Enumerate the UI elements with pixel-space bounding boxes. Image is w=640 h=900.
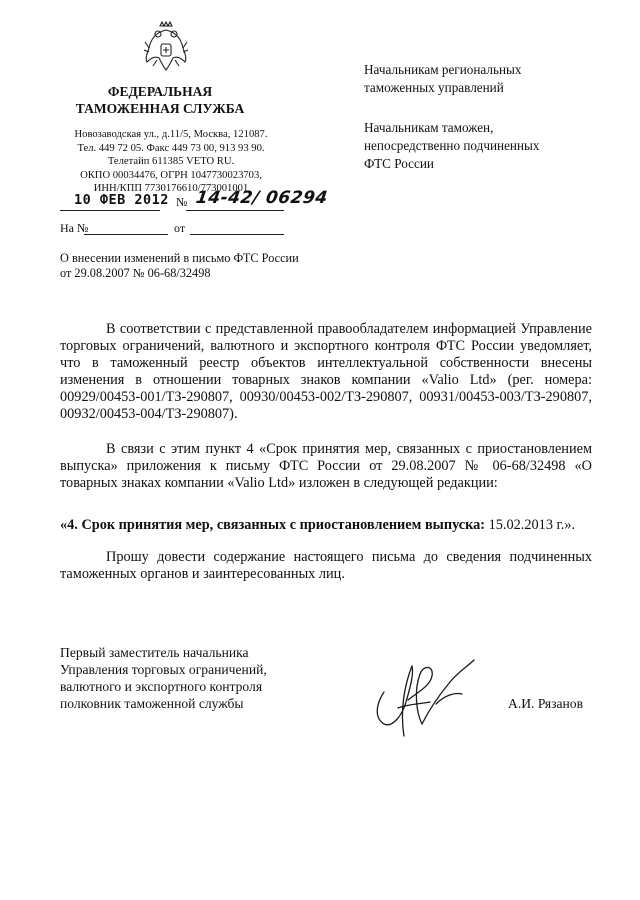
reference-number-label: На № <box>60 221 89 235</box>
amended-clause-heading: «4. Срок принятия мер, связанных с приостановлением выпуска: <box>60 517 486 533</box>
address-line: Телетайп 611385 VETO RU. <box>107 156 235 167</box>
address-line: ИНН/КПП 7730176610/773001001 <box>93 183 249 194</box>
signatory-title-line: полковник таможенной службы <box>60 696 244 711</box>
reference-date-blank <box>190 234 284 235</box>
addressee-line: непосредственно подчиненных <box>364 138 540 153</box>
address-line: Новозаводская ул., д.11/5, Москва, 121087. <box>74 129 268 140</box>
org-name-line1: ФЕДЕРАЛЬНАЯ <box>107 84 213 99</box>
letter-subject: О внесении изменений в письмо ФТС России от 29.08.2007 № 06-68/32498 <box>60 251 299 280</box>
registration-date-stamp: 10 ФЕВ 2012 <box>74 192 169 208</box>
addressee-line: Начальникам таможен, <box>364 120 494 135</box>
body-paragraph: В связи с этим пункт 4 «Срок принятия мер, связанных с приостановлением выпуска» приложения к письму ФТС России от 29.08.2007 № 06-68/32498 «О товарных знаках компании «Valio Ltd» изложен в следующей редакции: <box>60 441 592 491</box>
reference-date-label: от <box>174 221 186 235</box>
registration-number-underline <box>186 210 284 211</box>
addressee-line: таможенных управлений <box>364 80 504 95</box>
body-paragraph: В соответствии с представленной правообладателем информацией Управление торговых ограничений, валютного и экспортного контроля ФТС России уведомляет, что в таможенный реестр объектов интеллектуальной собственности внесены изменения в отношении товарных знаков компании «Valio Ltd» (рег. номера: 00929/00453-001/ТЗ-290807, 00930/00453-002/ТЗ-290807, 00931/00453-003/ТЗ-290807, 00932/00453-004/ТЗ-290807). <box>60 321 592 422</box>
signatory-title-line: Первый заместитель начальника <box>60 645 249 660</box>
number-label: № <box>176 195 188 209</box>
org-name-line2: ТАМОЖЕННАЯ СЛУЖБА <box>75 101 245 116</box>
addressee-line: ФТС России <box>364 156 434 171</box>
body-paragraph: Прошу довести содержание настоящего письма до сведения подчиненных таможенных органов и заинтересованных лиц. <box>60 549 592 582</box>
amended-clause <box>60 517 592 534</box>
address-line: ОКПО 00034476, ОГРН 1047730023703, <box>80 169 262 181</box>
address-line: Тел. 449 72 05. Факс 449 73 00, 913 93 90. <box>77 142 265 154</box>
reference-number-blank <box>84 234 168 235</box>
signatory-title-line: Управления торговых ограничений, <box>60 662 267 677</box>
amended-clause-date: 15.02.2013 г.». <box>485 517 576 533</box>
signatory-title-line: валютного и экспортного контроля <box>60 679 263 694</box>
addressee-line: Начальникам региональных <box>364 62 522 77</box>
russian-coat-of-arms-icon <box>143 20 189 72</box>
registration-date-underline <box>60 210 160 211</box>
registration-number: 14-42/ 06294 <box>194 188 330 208</box>
signatory-name: А.И. Рязанов <box>508 696 584 711</box>
handwritten-signature <box>362 652 480 740</box>
